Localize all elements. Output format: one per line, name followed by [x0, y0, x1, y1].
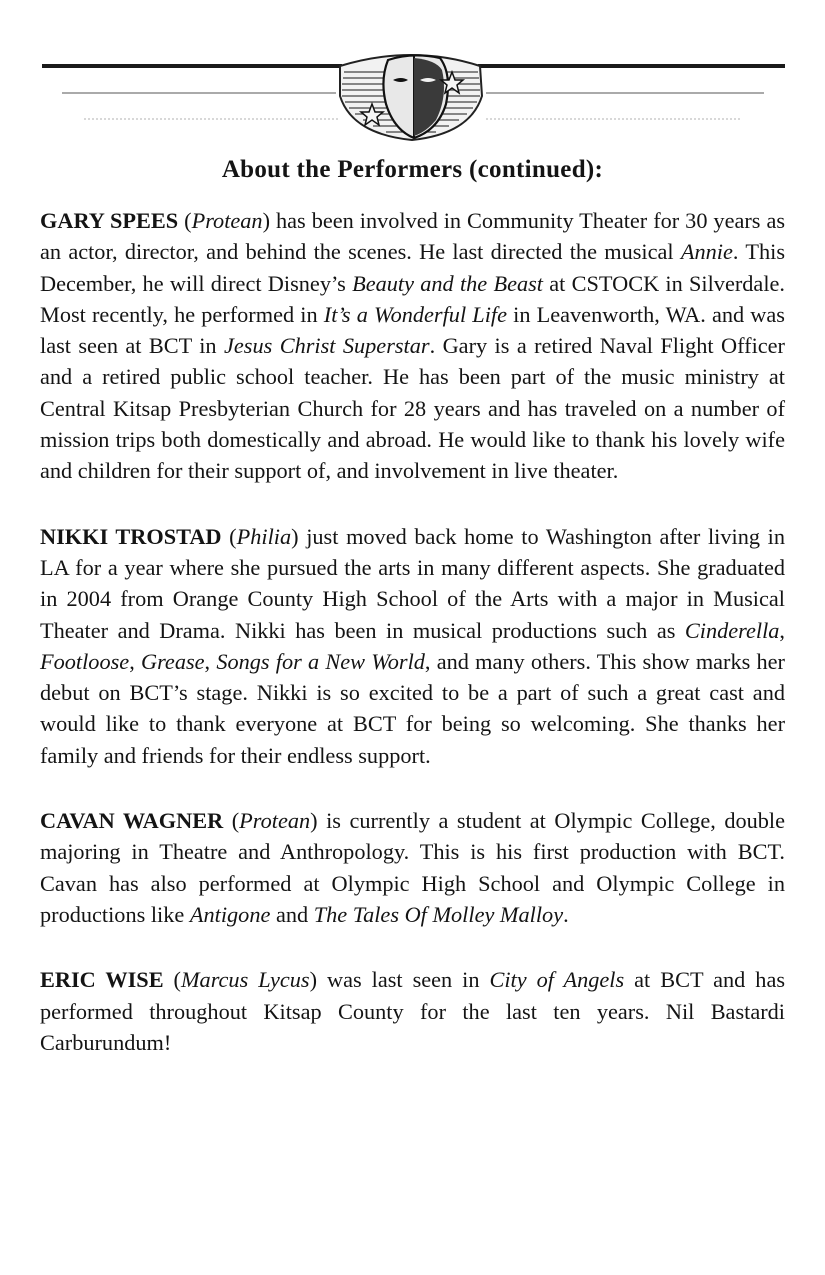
production-title: Footloose [40, 648, 130, 674]
header-ornament [0, 0, 825, 150]
production-title: City of Angels [489, 967, 625, 993]
performer-name: CAVAN WAGNER [40, 808, 224, 834]
performer-role: Philia [236, 523, 292, 549]
performer-bio: NIKKI TROSTAD (Philia) just moved back home to Washington after living in LA for a year where she pursued the arts in many different aspects. She graduated in 2004 from Orange County High School of the Arts with a major in Musical Theater and Drama. Nikki has been in musical productions such as Cinderella, Footloose, Grease, Songs for a New World, and many others. This show marks her debut on BCT’s stage. Nikki is so excited to be a part of such a great cast and would like to thank everyone at BCT for being so welcoming. She thanks her family and friends for their endless support. [40, 523, 786, 768]
production-title: Grease [140, 648, 205, 674]
production-title: Songs for a New World [216, 648, 425, 674]
performer-bio: ERIC WISE (Marcus Lycus) was last seen in City of Angels at BCT and has performed throughout Kitsap County for the last ten years. Nil Bastardi Carburundum! [40, 967, 786, 1055]
page-title: About the Performers (continued): [221, 156, 604, 183]
performer-name: ERIC WISE [40, 967, 164, 993]
production-title: It’s a Wonderful Life [323, 301, 507, 327]
performer-bios [40, 205, 785, 1092]
production-title: Antigone [189, 901, 271, 927]
performer-role: Protean [191, 208, 263, 233]
performer-role: Protean [239, 808, 311, 834]
production-title: Jesus Christ Superstar [224, 333, 430, 359]
theater-mask-emblem-icon [0, 0, 825, 150]
performer-bio-text: just moved back home to Washington after living in LA for a year where she pursued the arts in many different aspects. She graduated in 2004 from Orange County High School of the Arts with a major in Musical Theater and Drama. Nikki has been in musical productions such as Cinderella, Footloose, Grease, Songs for a New World, and many others. This show marks her debut on BCT’s stage. Nikki is so excited to be a part of such a great cast and would like to thank everyone at BCT for being so welcoming. She thanks her family and friends for their endless support. [40, 523, 786, 768]
production-title: Cinderella [684, 617, 780, 643]
performer-bio-text: is currently a student at Olympic College, double majoring in Theatre and Anthropology. This is his first production with BCT. Cavan has also performed at Olympic High School and Olympic College in productions like Antigone and The Tales Of Molley Malloy. [40, 808, 786, 927]
performer-bio: CAVAN WAGNER (Protean) is currently a student at Olympic College, double majoring in Theatre and Anthropology. This is his first production with BCT. Cavan has also performed at Olympic High School and Olympic College in productions like Antigone and The Tales Of Molley Malloy. [40, 808, 786, 927]
performer-bio-text: has been involved in Community Theater for 30 years as an actor, director, and behind the scenes. He last directed the musical Annie. This December, he will direct Disney’s Beauty and the Beast at CSTOCK in Silverdale. Most recently, he performed in It’s a Wonderful Life in Leavenworth, WA. and was last seen at BCT in Jesus Christ Superstar. Gary is a retired Naval Flight Officer and a retired public school teacher. He has been part of the music ministry at Central Kitsap Presbyterian Church for 28 years and has traveled on a number of mission trips both domestically and abroad. He would like to thank his lovely wife and children for their support of, and involvement in live theater. [40, 208, 786, 484]
performer-role: Marcus Lycus [180, 967, 310, 993]
performer-bio: GARY SPEES (Protean) has been involved in Community Theater for 30 years as an actor, director, and behind the scenes. He last directed the musical Annie. This December, he will direct Disney’s Beauty and the Beast at CSTOCK in Silverdale. Most recently, he performed in It’s a Wonderful Life in Leavenworth, WA. and was last seen at BCT in Jesus Christ Superstar. Gary is a retired Naval Flight Officer and a retired public school teacher. He has been part of the music ministry at Central Kitsap Presbyterian Church for 28 years and has traveled on a number of mission trips both domestically and abroad. He would like to thank his lovely wife and children for their support of, and involvement in live theater. [40, 208, 786, 484]
production-title: Annie [680, 239, 733, 265]
performer-name: NIKKI TROSTAD [40, 523, 222, 549]
production-title: The Tales Of Molley Malloy [313, 901, 564, 927]
performer-name: GARY SPEES [40, 208, 179, 233]
production-title: Beauty and the Beast [352, 270, 543, 296]
performer-bio-text: was last seen in City of Angels at BCT and has performed throughout Kitsap County for the last ten years. Nil Bastardi Carburundum! [40, 967, 786, 1055]
